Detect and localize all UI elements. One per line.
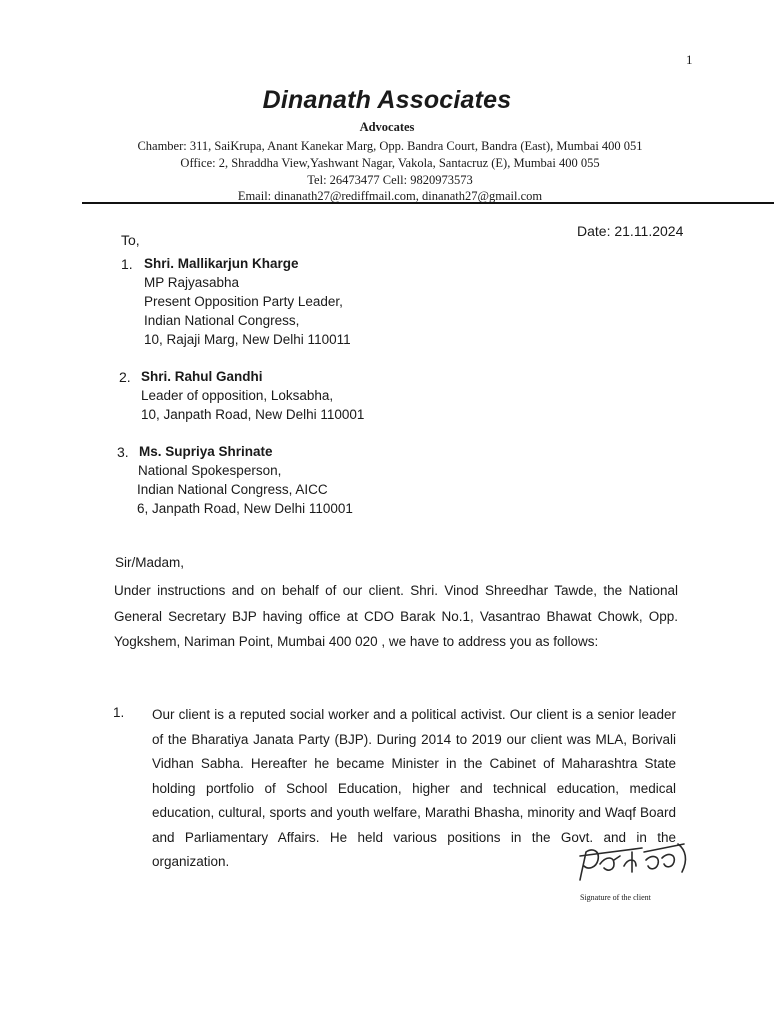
firm-name: Dinanath Associates <box>262 86 512 114</box>
client-signature <box>574 830 694 892</box>
body-paragraph: Our client is a reputed social worker and a political activist. Our client is a senior leader of the Bharatiya Janata Party (BJP). During 2014 to 2019 our client was MLA, Borivali Vidhan Sabha. Hereafter he became Minister in the Cabinet of Maharashtra State holding portfolio of School Education, higher and technical education, medical education, cultural, sports and youth welfare, Marathi Bhasha, minority and Waqf Board and Parliamentary Affairs. He held various positions in the Govt. and in the organization. <box>152 707 676 869</box>
contact-phone: Tel: 26473477 Cell: 9820973573 <box>307 173 473 187</box>
page-number: 1 <box>686 52 693 67</box>
recipient-number: 2. <box>119 369 131 385</box>
recipient-line: 10, Rajaji Marg, New Delhi 110011 <box>144 332 351 347</box>
recipient-name: Shri. Mallikarjun Kharge <box>144 256 299 271</box>
intro-paragraph: Under instructions and on behalf of our client. Shri. Vinod Shreedhar Tawde, the National General Secretary BJP having office at CDO Barak No.1, Vasantrao Bhawat Chowk, Opp. Yogkshem, Nariman Point, Mumbai 400 020 , we have to address you as follows: <box>114 583 678 649</box>
header-divider <box>82 202 774 204</box>
recipient-name: Ms. Supriya Shrinate <box>139 444 273 459</box>
recipient-line: Present Opposition Party Leader, <box>144 294 343 309</box>
recipient-number: 3. <box>117 444 129 460</box>
letter-date: Date: 21.11.2024 <box>577 223 684 239</box>
recipient-line: Leader of opposition, Loksabha, <box>141 388 334 403</box>
recipient-line: Indian National Congress, <box>144 313 300 328</box>
to-label: To, <box>121 232 140 248</box>
chamber-address: Chamber: 311, SaiKrupa, Anant Kanekar Marg, Opp. Bandra Court, Bandra (East), Mumbai 400 051 <box>137 139 643 153</box>
recipient-line: 6, Janpath Road, New Delhi 110001 <box>137 501 353 516</box>
recipient-line: National Spokesperson, <box>138 463 282 478</box>
signature-scribble <box>574 830 694 892</box>
paragraph-number: 1. <box>113 705 125 720</box>
contact-email: Email: dinanath27@rediffmail.com, dinanath27@gmail.com <box>237 189 543 203</box>
office-address: Office: 2, Shraddha View,Yashwant Nagar, Vakola, Santacruz (E), Mumbai 400 055 <box>180 156 600 170</box>
recipient-line: 10, Janpath Road, New Delhi 110001 <box>141 407 365 422</box>
recipient-line: MP Rajyasabha <box>144 275 240 290</box>
salutation: Sir/Madam, <box>115 555 185 570</box>
firm-subtitle: Advocates <box>359 120 415 134</box>
recipient-number: 1. <box>121 256 133 272</box>
signature-caption: Signature of the client <box>580 893 651 902</box>
recipient-line: Indian National Congress, AICC <box>137 482 328 497</box>
recipient-name: Shri. Rahul Gandhi <box>141 369 263 384</box>
